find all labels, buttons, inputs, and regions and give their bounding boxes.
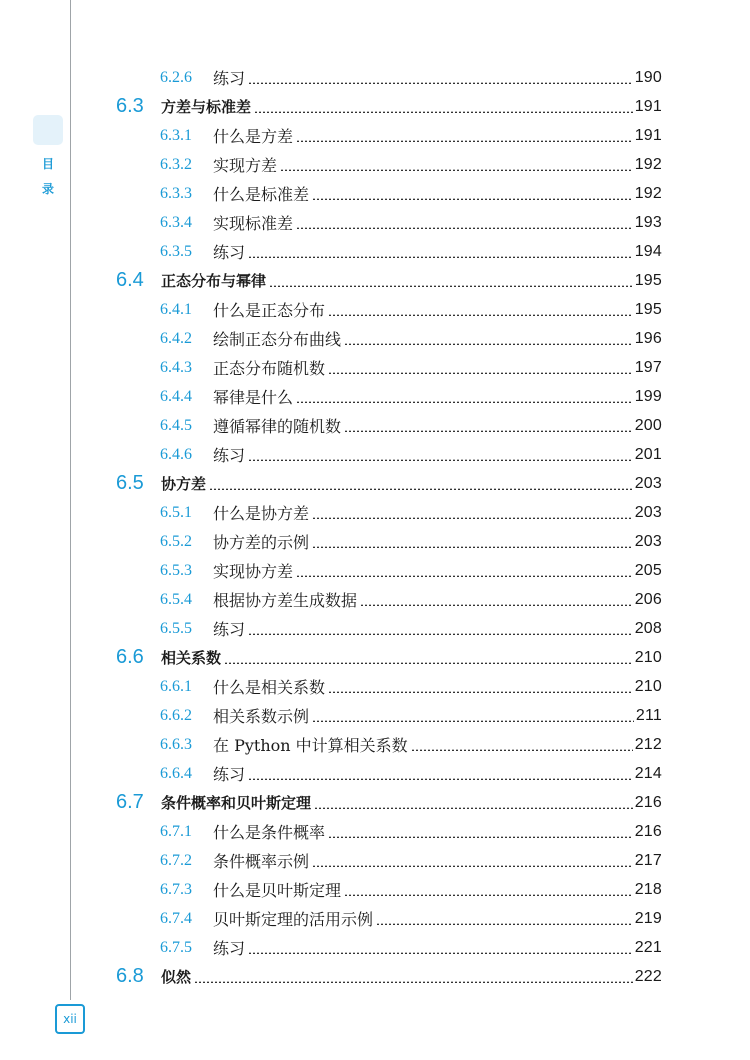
entry-title: 条件概率示例 <box>213 852 310 871</box>
entry-number: 6.6.1 <box>160 677 192 695</box>
entry-number: 6.3.4 <box>160 213 192 231</box>
dot-leader <box>328 372 633 374</box>
entry-page-number: 203 <box>634 532 662 550</box>
entry-title: 似然 <box>161 968 192 986</box>
margin-rule <box>70 0 71 1000</box>
entry-title: 练习 <box>213 69 246 88</box>
entry-page-number: 203 <box>634 474 662 492</box>
entry-title: 在 Python 中计算相关系数 <box>213 736 408 755</box>
entry-page-number: 197 <box>634 358 662 376</box>
entry-number: 6.4.6 <box>160 445 192 463</box>
entry-page-number: 193 <box>634 213 662 231</box>
toc-subsection-entry[interactable] <box>160 904 662 933</box>
entry-title: 练习 <box>213 939 246 958</box>
entry-title: 什么是条件概率 <box>213 823 326 842</box>
dot-leader <box>344 343 633 345</box>
toc-subsection-entry[interactable] <box>160 63 662 92</box>
toc-section-entry[interactable] <box>116 266 662 295</box>
dot-leader <box>376 923 633 925</box>
entry-page-number: 203 <box>634 503 662 521</box>
toc-subsection-entry[interactable] <box>160 701 662 730</box>
entry-number: 6.7.5 <box>160 938 192 956</box>
toc-section-entry[interactable] <box>116 92 662 121</box>
dot-leader <box>248 633 633 635</box>
entry-page-number: 206 <box>634 590 662 608</box>
toc-subsection-entry[interactable] <box>160 382 662 411</box>
entry-title: 练习 <box>213 765 246 784</box>
dot-leader <box>312 720 634 722</box>
toc-subsection-entry[interactable] <box>160 179 662 208</box>
toc-subsection-entry[interactable] <box>160 846 662 875</box>
entry-page-number: 191 <box>634 126 662 144</box>
entry-number: 6.5.3 <box>160 561 192 579</box>
entry-page-number: 222 <box>634 967 662 985</box>
entry-title: 方差与标准差 <box>161 98 252 116</box>
entry-page-number: 194 <box>634 242 662 260</box>
entry-number: 6.4.2 <box>160 329 192 347</box>
entry-title: 练习 <box>213 446 246 465</box>
entry-title: 绘制正态分布曲线 <box>213 330 342 349</box>
toc-subsection-entry[interactable] <box>160 498 662 527</box>
toc-section-entry[interactable] <box>116 788 662 817</box>
sidebar-label <box>40 152 56 202</box>
toc-subsection-entry[interactable] <box>160 440 662 469</box>
entry-title: 实现标准差 <box>213 214 294 233</box>
entry-page-number: 199 <box>634 387 662 405</box>
entry-page-number: 212 <box>634 735 662 753</box>
toc-subsection-entry[interactable] <box>160 208 662 237</box>
entry-title: 练习 <box>213 243 246 262</box>
dot-leader <box>328 691 633 693</box>
entry-page-number: 218 <box>634 880 662 898</box>
dot-leader <box>296 227 633 229</box>
entry-number: 6.5.4 <box>160 590 192 608</box>
entry-number: 6.4.4 <box>160 387 192 405</box>
dot-leader <box>248 459 633 461</box>
entry-title: 实现协方差 <box>213 562 294 581</box>
toc-subsection-entry[interactable] <box>160 817 662 846</box>
entry-title: 条件概率和贝叶斯定理 <box>161 794 312 812</box>
dot-leader <box>312 546 633 548</box>
toc-section-entry[interactable] <box>116 643 662 672</box>
entry-page-number: 219 <box>634 909 662 927</box>
toc-subsection-entry[interactable] <box>160 672 662 701</box>
entry-page-number: 208 <box>634 619 662 637</box>
entry-page-number: 192 <box>634 155 662 173</box>
entry-title: 幂律是什么 <box>213 388 294 407</box>
dot-leader <box>254 111 633 113</box>
entry-title: 什么是协方差 <box>213 504 310 523</box>
entry-page-number: 191 <box>634 97 662 115</box>
entry-number: 6.7.3 <box>160 880 192 898</box>
entry-title: 什么是相关系数 <box>213 678 326 697</box>
entry-page-number: 200 <box>634 416 662 434</box>
entry-page-number: 211 <box>635 706 662 724</box>
entry-title: 什么是正态分布 <box>213 301 326 320</box>
dot-leader <box>312 865 633 867</box>
entry-number: 6.7.2 <box>160 851 192 869</box>
entry-number: 6.5 <box>116 472 144 494</box>
toc-subsection-entry[interactable] <box>160 730 662 759</box>
entry-title: 正态分布随机数 <box>213 359 326 378</box>
entry-number: 6.3.5 <box>160 242 192 260</box>
entry-title: 什么是标准差 <box>213 185 310 204</box>
entry-number: 6.7 <box>116 791 144 813</box>
toc-subsection-entry[interactable] <box>160 150 662 179</box>
toc-subsection-entry[interactable] <box>160 527 662 556</box>
entry-number: 6.6.4 <box>160 764 192 782</box>
entry-number: 6.7.4 <box>160 909 192 927</box>
dot-leader <box>296 140 633 142</box>
toc-subsection-entry[interactable] <box>160 237 662 266</box>
dot-leader <box>209 488 633 490</box>
entry-page-number: 210 <box>634 677 662 695</box>
dot-leader <box>248 778 633 780</box>
entry-number: 6.6.2 <box>160 706 192 724</box>
entry-title: 相关系数 <box>161 649 222 667</box>
entry-number: 6.8 <box>116 965 144 987</box>
dot-leader <box>312 198 633 200</box>
entry-number: 6.4.1 <box>160 300 192 318</box>
entry-title: 相关系数示例 <box>213 707 310 726</box>
entry-number: 6.7.1 <box>160 822 192 840</box>
entry-number: 6.3.3 <box>160 184 192 202</box>
toc-section-entry[interactable] <box>116 962 662 991</box>
toc-subsection-entry[interactable] <box>160 121 662 150</box>
entry-number: 6.5.2 <box>160 532 192 550</box>
toc-subsection-entry[interactable] <box>160 585 662 614</box>
toc-subsection-entry[interactable] <box>160 759 662 788</box>
toc-subsection-entry[interactable] <box>160 324 662 353</box>
toc-subsection-entry[interactable] <box>160 614 662 643</box>
dot-leader <box>360 604 633 606</box>
toc-subsection-entry[interactable] <box>160 411 662 440</box>
dot-leader <box>328 314 633 316</box>
entry-number: 6.3.1 <box>160 126 192 144</box>
dot-leader <box>411 749 633 751</box>
dot-leader <box>328 836 633 838</box>
entry-number: 6.4.3 <box>160 358 192 376</box>
toc-section-entry[interactable] <box>116 469 662 498</box>
entry-number: 6.2.6 <box>160 68 192 86</box>
entry-title: 根据协方差生成数据 <box>213 591 358 610</box>
entry-page-number: 195 <box>634 271 662 289</box>
entry-number: 6.5.5 <box>160 619 192 637</box>
dot-leader <box>194 981 633 983</box>
entry-number: 6.4 <box>116 269 144 291</box>
entry-page-number: 201 <box>634 445 662 463</box>
entry-page-number: 210 <box>634 648 662 666</box>
dot-leader <box>296 575 633 577</box>
dot-leader <box>344 894 633 896</box>
dot-leader <box>312 517 633 519</box>
entry-page-number: 190 <box>634 68 662 86</box>
entry-title: 正态分布与幂律 <box>161 272 267 290</box>
dot-leader <box>344 430 633 432</box>
toc-subsection-entry[interactable] <box>160 295 662 324</box>
dot-leader <box>224 662 633 664</box>
entry-title: 练习 <box>213 620 246 639</box>
entry-page-number: 217 <box>634 851 662 869</box>
entry-number: 6.6 <box>116 646 144 668</box>
entry-title: 遵循幂律的随机数 <box>213 417 342 436</box>
entry-page-number: 216 <box>634 793 662 811</box>
entry-page-number: 214 <box>634 764 662 782</box>
entry-page-number: 196 <box>634 329 662 347</box>
entry-number: 6.4.5 <box>160 416 192 434</box>
entry-title: 贝叶斯定理的活用示例 <box>213 910 374 929</box>
toc-subsection-entry[interactable] <box>160 353 662 382</box>
sidebar-char: 目 <box>41 157 54 171</box>
entry-page-number: 192 <box>634 184 662 202</box>
toc-subsection-entry[interactable] <box>160 556 662 585</box>
entry-title: 什么是贝叶斯定理 <box>213 881 342 900</box>
entry-title: 什么是方差 <box>213 127 294 146</box>
dot-leader <box>248 256 633 258</box>
entry-number: 6.3.2 <box>160 155 192 173</box>
entry-page-number: 216 <box>634 822 662 840</box>
entry-page-number: 205 <box>634 561 662 579</box>
dot-leader <box>296 401 633 403</box>
dot-leader <box>248 82 633 84</box>
entry-number: 6.6.3 <box>160 735 192 753</box>
entry-page-number: 195 <box>634 300 662 318</box>
entry-title: 协方差的示例 <box>213 533 310 552</box>
entry-number: 6.3 <box>116 95 144 117</box>
toc-subsection-entry[interactable] <box>160 933 662 962</box>
dot-leader <box>248 952 633 954</box>
entry-page-number: 221 <box>634 938 662 956</box>
dot-leader <box>269 285 633 287</box>
entry-title: 协方差 <box>161 475 207 493</box>
toc-subsection-entry[interactable] <box>160 875 662 904</box>
sidebar-char: 录 <box>41 182 54 196</box>
dot-leader <box>314 807 633 809</box>
entry-title: 实现方差 <box>213 156 278 175</box>
dot-leader <box>280 169 633 171</box>
page-number: xii <box>55 1004 85 1034</box>
entry-number: 6.5.1 <box>160 503 192 521</box>
sidebar-tab <box>33 115 63 145</box>
